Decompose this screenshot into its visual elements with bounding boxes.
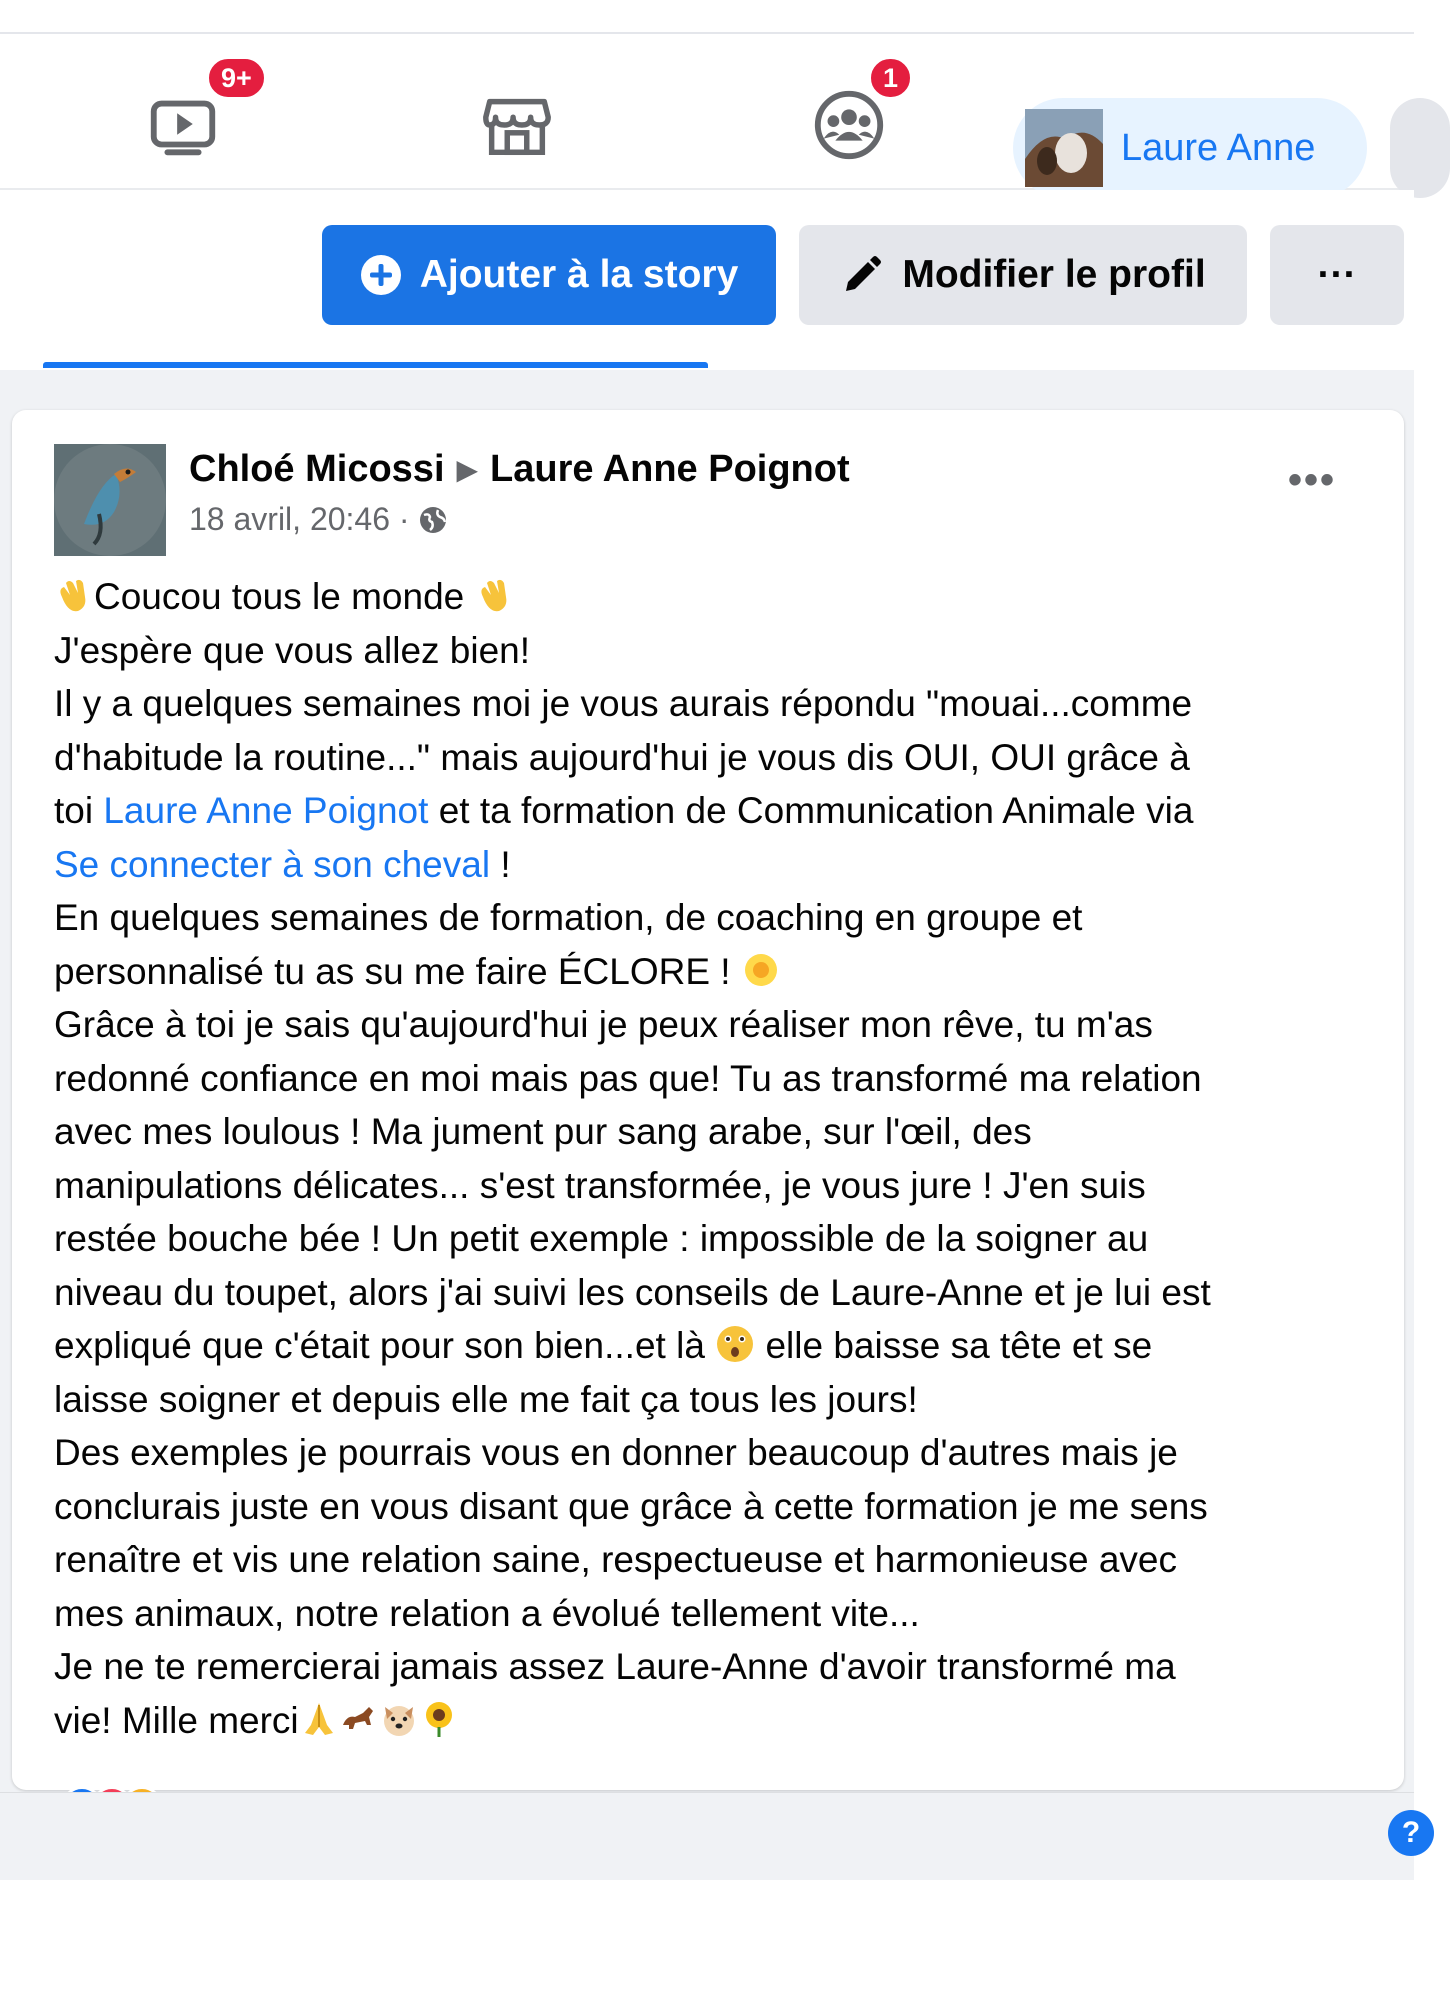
post-line: conclurais juste en vous disant que grâce à cette formation je me sens (54, 1485, 1208, 1527)
post-line: avec mes loulous ! Ma jument pur sang arabe, sur l'œil, des (54, 1111, 1032, 1152)
post-text-fragment: vie! Mille merci (54, 1699, 299, 1741)
post-options-button[interactable] (1282, 450, 1342, 510)
blossom-icon (741, 950, 781, 990)
post-header (189, 448, 850, 538)
waving-hand-icon (54, 575, 94, 615)
post-timestamp[interactable]: 18 avril, 20:46 · (189, 501, 410, 537)
add-to-story-label: Ajouter à la story (419, 253, 739, 296)
post-text (54, 570, 1384, 1747)
post-line: restée bouche bée ! Un petit exemple : impossible de la soigner au (54, 1218, 1149, 1259)
marketplace-nav-button[interactable] (462, 70, 572, 180)
post-line (54, 570, 1384, 624)
post-text-fragment: personnalisé tu as su me faire ÉCLORE ! (54, 950, 741, 992)
menu-button[interactable] (1390, 98, 1450, 198)
author-name[interactable]: Chloé Micossi (189, 448, 445, 490)
plus-circle-icon (360, 254, 402, 296)
globe-icon (418, 505, 448, 535)
post-line: Il y a quelques semaines moi je vous aurais répondu "mouai...comme (54, 683, 1193, 724)
post-line (54, 945, 1384, 999)
post-line: laisse soigner et depuis elle me fait ça tous les jours! (54, 1378, 918, 1420)
post-line: renaître et vis une relation saine, respectueuse et harmonieuse avec (54, 1539, 1177, 1580)
marketplace-icon (478, 86, 556, 164)
help-icon[interactable]: ? (1388, 1810, 1434, 1856)
post-line: Je ne te remercierai jamais assez Laure-Anne d'avoir transformé ma (54, 1646, 1176, 1687)
post-line: niveau du toupet, alors j'ai suivi les conseils de Laure-Anne et je lui est (54, 1271, 1211, 1313)
post-line: d'habitude la routine..." mais aujourd'hui je vous dis OUI, OUI grâce à (54, 736, 1190, 778)
post-meta (189, 501, 850, 538)
post-line: manipulations délicates... s'est transformée, je vous jure ! J'en suis (54, 1164, 1146, 1206)
post-text-fragment: elle baisse sa tête et se (755, 1325, 1153, 1366)
post-line (54, 1694, 1384, 1748)
post-text-fragment: ! (490, 843, 511, 885)
add-to-story-button[interactable] (322, 225, 776, 325)
watch-icon (144, 86, 222, 164)
profile-actions (0, 190, 1414, 340)
bottom-bar (0, 1792, 1414, 1880)
post-line: mes animaux, notre relation a évolué tellement vite... (54, 1592, 920, 1634)
profile-tabs (0, 340, 1414, 370)
post-text-fragment: expliqué que c'était pour son bien...et là (54, 1325, 716, 1366)
post-line: En quelques semaines de formation, de coaching en groupe et (54, 897, 1083, 938)
profile-shortcut[interactable] (1013, 98, 1367, 198)
author-line (189, 448, 850, 491)
post-line (54, 838, 1384, 892)
recipient-name[interactable]: Laure Anne Poignot (490, 448, 850, 490)
post-text-fragment: et ta formation de Communication Animale via (428, 790, 1194, 831)
top-navigation-bar (0, 34, 1414, 190)
post-text-fragment: toi (54, 790, 104, 831)
post-line: Des exemples je pourrais vous en donner beaucoup d'autres mais je (54, 1432, 1178, 1473)
waving-hand-icon (475, 575, 515, 615)
post-line: redonné confiance en moi mais pas que! Tu as transformé ma relation (54, 1057, 1202, 1099)
post-line (54, 1319, 1384, 1373)
edit-profile-button[interactable] (799, 225, 1247, 325)
post-text-line: Coucou tous le monde (94, 576, 465, 617)
post-card (12, 410, 1404, 1790)
ellipsis-icon: ••• (1287, 457, 1336, 502)
groups-icon (810, 86, 888, 164)
sunflower-icon (419, 1699, 459, 1739)
horse-icon (339, 1699, 379, 1739)
edit-profile-label: Modifier le profil (902, 253, 1206, 296)
profile-avatar (1025, 109, 1103, 187)
post-line (54, 784, 1384, 838)
profile-name: Laure Anne (1121, 126, 1316, 169)
dog-face-icon (379, 1699, 419, 1739)
mention-link[interactable]: Laure Anne Poignot (103, 790, 429, 831)
more-options-label: ··· (1317, 253, 1357, 296)
folded-hands-icon (299, 1699, 339, 1739)
page-mention-link[interactable]: Se connecter à son cheval (54, 843, 491, 885)
triangle-right-icon: ▶ (456, 454, 479, 485)
astonished-face-icon (715, 1324, 755, 1364)
watch-notification-badge: 9+ (206, 56, 267, 100)
more-options-button[interactable] (1270, 225, 1404, 325)
active-tab-indicator (43, 362, 708, 368)
post-line: J'espère que vous allez bien! (54, 629, 531, 671)
post-line: Grâce à toi je sais qu'aujourd'hui je peux réaliser mon rêve, tu m'as (54, 1004, 1153, 1045)
author-avatar[interactable] (54, 444, 166, 556)
groups-notification-badge: 1 (868, 56, 913, 100)
pencil-icon (840, 253, 884, 297)
